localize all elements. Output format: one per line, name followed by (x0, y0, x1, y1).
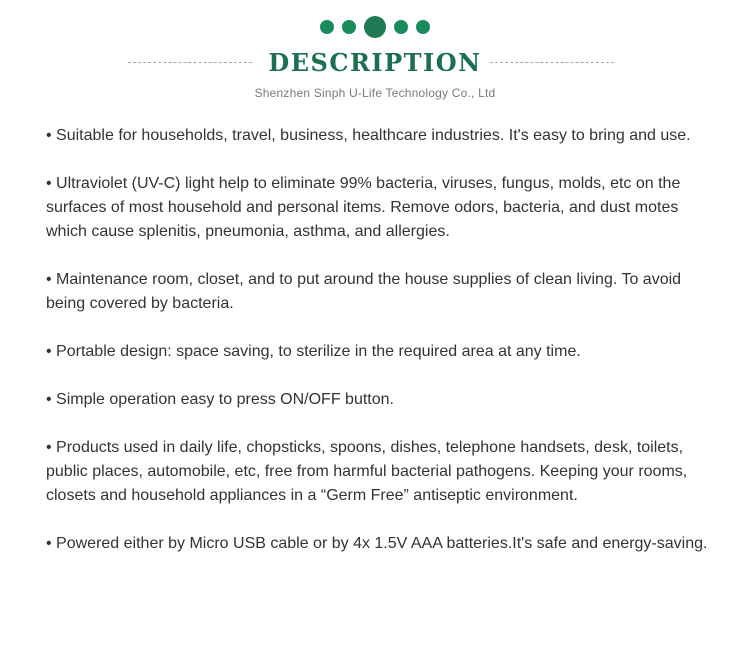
company-name: Shenzhen Sinph U-Life Technology Co., Ltd (254, 86, 496, 100)
bullet-power: • Powered either by Micro USB cable or by 4x 1.5V AAA batteries.It's safe and energy-saving. (46, 535, 708, 552)
section-title: DESCRIPTION (268, 48, 482, 77)
dot-icon (320, 20, 334, 34)
bullet-list (46, 124, 716, 580)
bullet-usage: • Suitable for households, travel, business, healthcare industries. It's easy to bring and use. (46, 127, 691, 144)
dot-icon (416, 20, 430, 34)
bullet-operation: • Simple operation easy to press ON/OFF button. (46, 391, 394, 408)
decorative-dots (0, 15, 750, 39)
bullet-uvc: • Ultraviolet (UV-C) light help to eliminate 99% bacteria, viruses, fungus, molds, etc on the surfaces of most household and personal items. Remove odors, bacteria, and dust motes which cause splenitis, pneumonia, asthma, and allergies. (46, 175, 681, 240)
bullet-products: • Products used in daily life, chopsticks, spoons, dishes, telephone handsets, desk, toilets, public places, automobile, etc, free from harmful bacterial pathogens. Keeping your rooms, closets and household appliances in a “Germ Free” antiseptic environment. (46, 439, 688, 504)
dot-icon (342, 20, 356, 34)
bullet-portable: • Portable design: space saving, to sterilize in the required area at any time. (46, 343, 581, 360)
title-row (0, 46, 750, 82)
bullet-maintenance: • Maintenance room, closet, and to put around the house supplies of clean living. To avoid being covered by bacteria. (46, 271, 682, 312)
dot-icon (364, 16, 386, 38)
description-header (0, 0, 750, 110)
right-divider (490, 62, 614, 63)
dot-icon (394, 20, 408, 34)
